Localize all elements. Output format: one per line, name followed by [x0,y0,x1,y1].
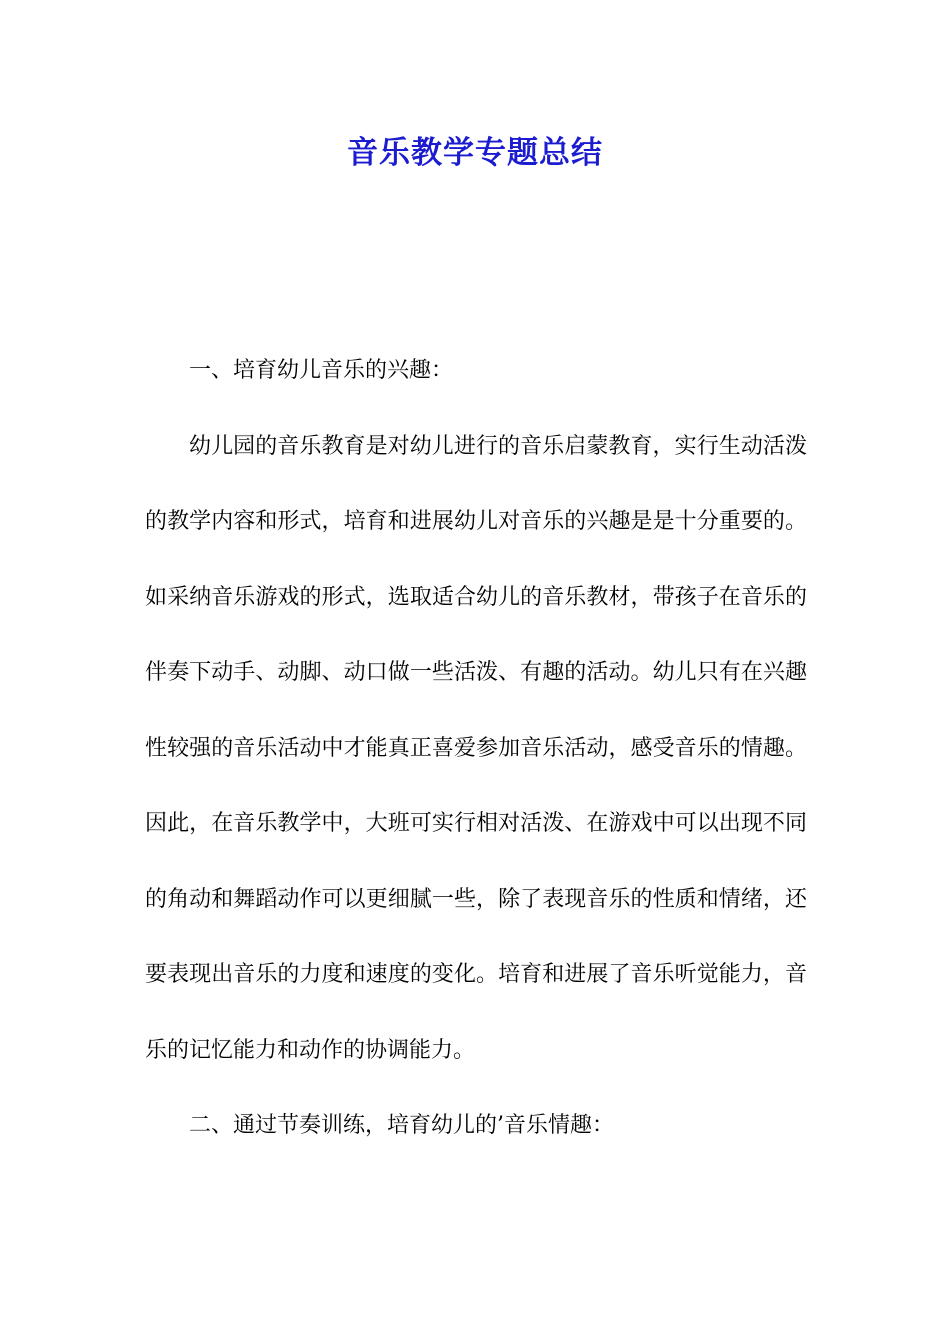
page-title: 音乐教学专题总结 [347,135,603,171]
paragraph-1: 幼儿园的音乐教育是对幼儿进行的音乐启蒙教育，实行生动活泼的教学内容和形式，培育和进展幼儿对音乐的兴趣是是十分重要的。如采纳音乐游戏的形式，选取适合幼儿的音乐教材，带孩子在音乐的伴奏下动手、动脚、动口做一些活泼、有趣的活动。幼儿只有在兴趣性较强的音乐活动中才能真正喜爱参加音乐活动，感受音乐的情趣。因此，在音乐教学中，大班可实行相对活泼、在游戏中可以出现不同的角动和舞蹈动作可以更细腻一些，除了表现音乐的性质和情绪，还要表现出音乐的力度和速度的变化。培育和进展了音乐听觉能力，音乐的记忆能力和动作的协调能力。 [145,433,807,1063]
section-heading-1: 一、培育幼儿音乐的兴趣： [189,358,454,383]
document-body [145,333,807,1164]
section-heading-2: 二、通过节奏训练，培育幼儿的’音乐情趣： [189,1113,614,1138]
